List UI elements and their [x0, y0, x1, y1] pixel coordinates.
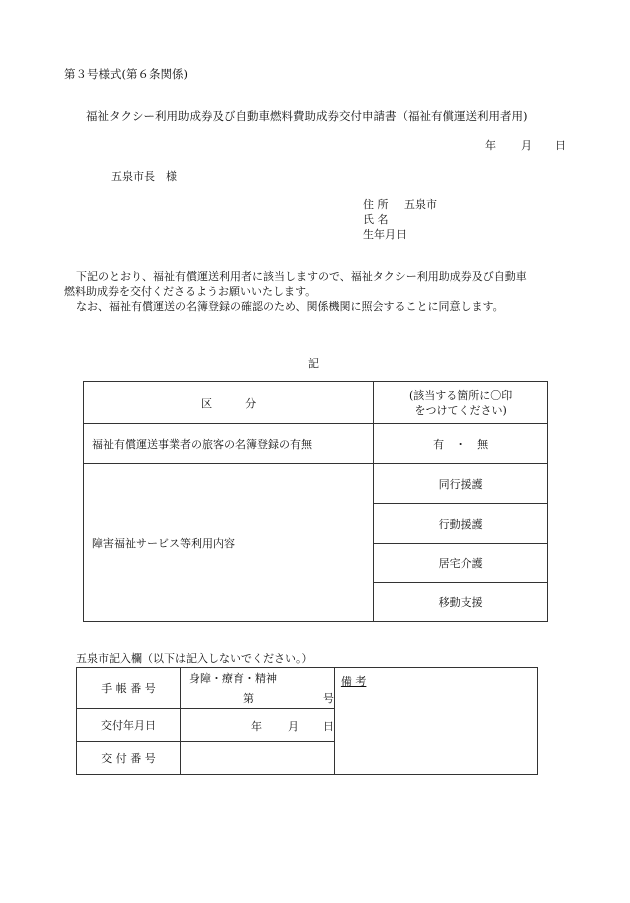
issue-year-label: 年 — [250, 720, 262, 733]
service-label: 障害福祉サービス等利用内容 — [84, 464, 374, 622]
techo-dai: 第 — [242, 692, 254, 705]
address-value: 五泉市 — [404, 198, 437, 211]
techo-number-label: 手 帳 番 号 — [77, 668, 181, 709]
remarks-label: 備 考 — [340, 675, 367, 688]
registration-row — [84, 424, 548, 464]
city-section-caption: 五泉市記入欄（以下は記入しないでください。） — [76, 652, 313, 665]
issue-number-label: 交 付 番 号 — [77, 742, 181, 775]
techo-types: 身障・療育・精神 — [188, 672, 277, 685]
service-option-idoshien[interactable]: 移動支援 — [374, 583, 548, 622]
issue-date-label: 交付年月日 — [77, 709, 181, 742]
address-label: 住 所 — [363, 198, 389, 211]
registration-label: 福祉有償運送事業者の旅客の名簿登録の有無 — [84, 424, 374, 464]
service-option-dokoengo[interactable]: 同行援護 — [374, 464, 548, 504]
header-instruction — [374, 382, 548, 424]
name-label: 氏 名 — [363, 213, 389, 226]
date-year-label: 年 — [485, 139, 496, 152]
techo-go: 号 — [322, 692, 334, 705]
service-row — [84, 464, 548, 504]
issue-month-label: 月 — [287, 720, 299, 733]
issue-date-field[interactable] — [180, 709, 334, 742]
ki-heading: 記 — [308, 357, 319, 370]
issue-day-label: 日 — [322, 720, 334, 733]
city-use-table — [76, 667, 538, 775]
issue-number-field[interactable] — [180, 742, 334, 775]
date-day-label: 日 — [555, 139, 566, 152]
techo-number-field[interactable] — [180, 668, 334, 709]
table-header-row — [84, 382, 548, 424]
date-month-label: 月 — [521, 139, 532, 152]
body-line-1: 下記のとおり、福祉有償運送利用者に該当しますので、福祉タクシー利用助成券及び自動車 — [76, 270, 527, 283]
application-table — [83, 381, 548, 622]
body-line-2: 燃料助成券を交付くださるようお願いいたします。 — [64, 285, 317, 298]
form-number: 第３号様式(第６条関係) — [64, 67, 188, 81]
header-instruction-line-2: をつけてください) — [414, 403, 507, 417]
body-line-3: なお、福祉有償運送の名簿登録の確認のため、関係機関に照会することに同意します。 — [76, 300, 504, 313]
service-option-kodoengo[interactable]: 行動援護 — [374, 504, 548, 544]
document-title: 福祉タクシー利用助成券及び自動車燃料費助成券交付申請書（福祉有償運送利用者用) — [86, 109, 528, 123]
registration-choice[interactable]: 有 ・ 無 — [374, 424, 548, 464]
birthdate-label: 生年月日 — [363, 228, 407, 241]
addressee: 五泉市長 様 — [111, 170, 177, 183]
header-instruction-line-1: (該当する箇所に〇印 — [409, 388, 513, 402]
techo-row — [77, 668, 538, 709]
service-option-kyotakukaigo[interactable]: 居宅介護 — [374, 544, 548, 583]
remarks-cell[interactable] — [334, 668, 537, 775]
header-category: 区 分 — [84, 382, 374, 424]
